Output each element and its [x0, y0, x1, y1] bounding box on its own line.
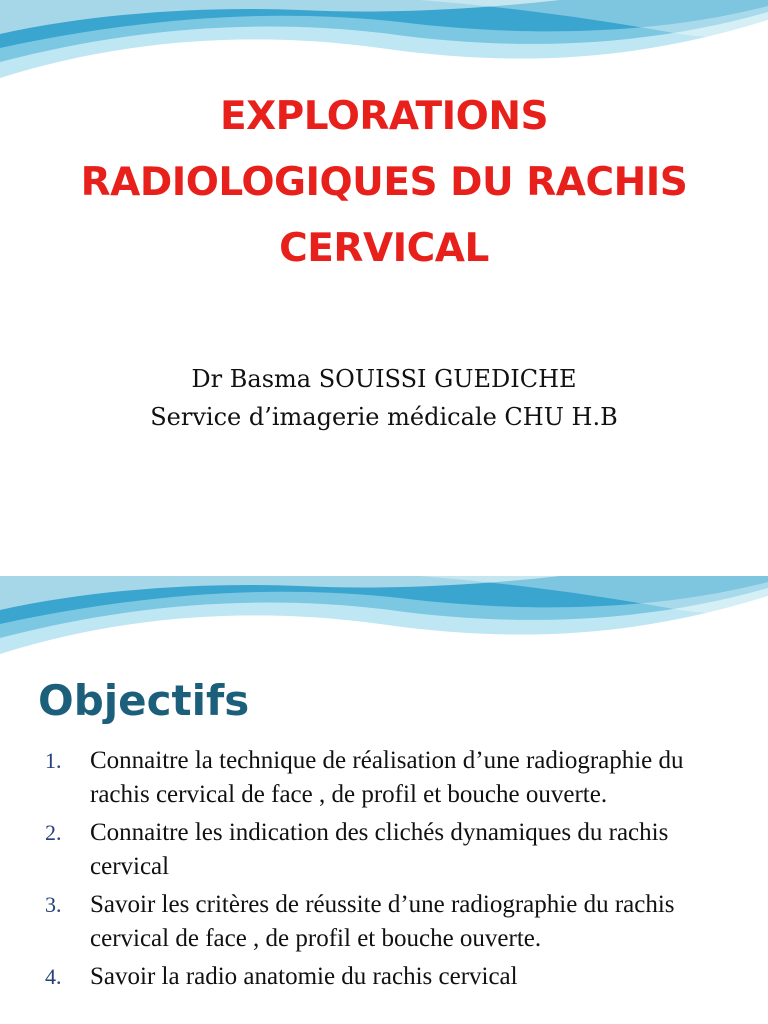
objective-number: 4. — [45, 964, 62, 989]
objectives-list — [0, 744, 768, 998]
objectives-slide — [0, 576, 768, 1024]
objective-item — [0, 816, 768, 884]
author-affiliation: Service d’imagerie médicale CHU H.B — [150, 403, 618, 431]
objective-item — [0, 960, 768, 994]
objective-number: 1. — [45, 748, 62, 773]
presenter-info — [0, 360, 768, 436]
objective-item — [0, 888, 768, 956]
objective-text: Connaitre la technique de réalisation d’une radiographie du rachis cervical de face , de profil et bouche ouverte. — [90, 747, 684, 808]
header-wave-decoration — [0, 576, 768, 666]
title-line-3: CERVICAL — [279, 226, 489, 271]
presentation-title — [0, 84, 768, 282]
objective-item — [0, 744, 768, 812]
header-wave-decoration — [0, 0, 768, 90]
objective-number: 3. — [45, 892, 62, 917]
title-line-2: RADIOLOGIQUES DU RACHIS — [80, 160, 688, 205]
objective-text: Savoir les critères de réussite d’une radiographie du rachis cervical de face , de profil et bouche ouverte. — [90, 891, 675, 952]
objectives-heading: Objectifs — [38, 676, 250, 725]
objective-text: Connaitre les indication des clichés dynamiques du rachis cervical — [90, 819, 669, 880]
title-line-1: EXPLORATIONS — [219, 94, 549, 139]
author-name: Dr Basma SOUISSI GUEDICHE — [191, 365, 577, 393]
objective-text: Savoir la radio anatomie du rachis cervical — [90, 963, 518, 990]
objective-number: 2. — [45, 820, 62, 845]
